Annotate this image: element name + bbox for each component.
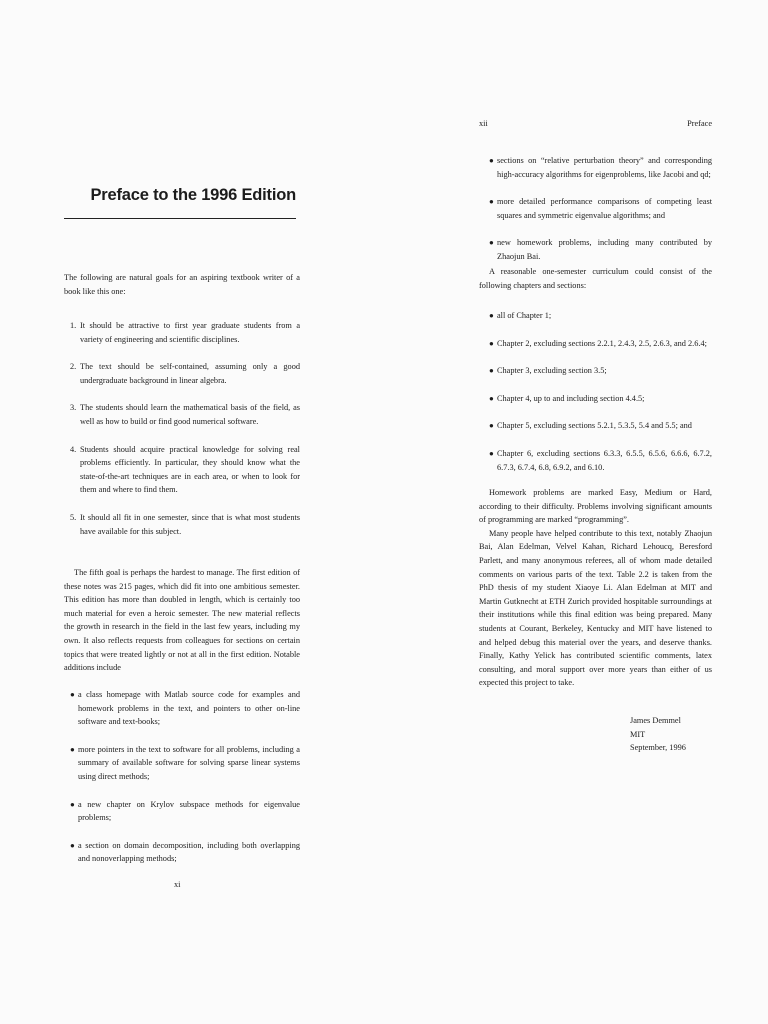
- signature-place: MIT: [630, 729, 646, 739]
- curriculum-intro-wrap: [479, 265, 712, 292]
- homework-paragraph: Homework problems are marked Easy, Medium or Hard, according to their difficulty. Problems involving significant amounts of programming are marked “programming”.: [479, 488, 712, 525]
- curriculum-intro: A reasonable one-semester curriculum could consist of the following chapters and sections:: [479, 267, 712, 290]
- list-item: ● Chapter 5, excluding sections 5.2.1, 5.3.5, 5.4 and 5.5; and: [489, 421, 692, 431]
- running-page-number: xii: [479, 119, 488, 128]
- list-item: ● Chapter 6, excluding sections 6.3.3, 6.5.5, 6.5.6, 6.6.6, 6.7.2, 6.7.3, 6.7.4, 6.8, 6.9.2, and 6.10.: [489, 448, 712, 472]
- list-item: ● Chapter 3, excluding section 3.5;: [489, 366, 607, 376]
- list-item: ● all of Chapter 1;: [489, 311, 552, 320]
- curriculum-list-wrap: [483, 309, 712, 474]
- body-paragraph-wrap: [64, 566, 300, 675]
- list-item: ● Chapter 2, excluding sections 2.2.1, 2.4.3, 2.5, 2.6.3, and 2.6.4;: [489, 338, 707, 348]
- list-item: ● a new chapter on Krylov subspace methods for eigenvalue problems;: [70, 799, 300, 823]
- goal-item: 3. The students should learn the mathematical basis of the field, as well as how to build or find good numerical software.: [70, 403, 300, 426]
- goals-list: [64, 319, 300, 538]
- page-number-left: xi: [174, 880, 181, 889]
- list-item: ● sections on “relative perturbation theory” and corresponding high-accuracy algorithms for eigenproblems, like Jacobi and qd;: [489, 156, 712, 179]
- additions-cont-wrap: [483, 154, 712, 264]
- list-item: ● a section on domain decomposition, including both overlapping and nonoverlapping methods;: [70, 840, 300, 864]
- additions-cont-list: [483, 154, 712, 264]
- list-item: ● more pointers in the text to software for all problems, including a summary of available software for solving sparse linear systems using direct methods;: [70, 744, 300, 781]
- title-rule: [64, 218, 296, 219]
- list-item: ● a class homepage with Matlab source code for examples and homework problems in the text, and pointers to other on-line software and text-books;: [70, 690, 300, 727]
- curriculum-list: [483, 309, 712, 474]
- page-title: Preface to the 1996 Edition: [90, 186, 296, 204]
- goal-item: 1. It should be attractive to first year graduate students from a variety of engineering and scientific disciplines.: [70, 321, 300, 344]
- running-title: Preface: [687, 119, 712, 128]
- homework-wrap: [479, 486, 712, 690]
- goals-list-wrap: [64, 319, 300, 538]
- goal-item: 4. Students should acquire practical knowledge for solving real problems efficiently. In particular, they should know what the state-of-the-art techniques are in each area, or when to look for them and where to find them.: [70, 444, 300, 495]
- left-page-body: [64, 271, 300, 298]
- signature-date: September, 1996: [630, 743, 686, 753]
- goal-item: 5. It should all fit in one semester, since that is what most students have available for this subject.: [70, 512, 300, 536]
- list-item: ● new homework problems, including many contributed by Zhaojun Bai.: [489, 238, 712, 261]
- additions-list: [64, 688, 300, 866]
- body-paragraph: The fifth goal is perhaps the hardest to manage. The first edition of these notes was 215 pages, which did fit into one ambitious semester. This edition has more than doubled in length, which is certainly too much material for even a heroic semester. The new material reflects the growth in research in the field in the last few years, including my own. It also reflects requests from colleagues for sections on certain topics that were treated lightly or not at all in the first edition. Notable additions include: [64, 568, 300, 673]
- list-item: ● more detailed performance comparisons of competing least squares and symmetric eigenvalue algorithms; and: [489, 197, 712, 220]
- additions-list-wrap: [64, 688, 300, 866]
- signature-name: James Demmel: [630, 716, 681, 725]
- thanks-paragraph: Many people have helped contribute to this text, notably Zhaojun Bai, Alan Edelman, Velvel Kahan, Richard Lehoucq, Beresford Parlett, and many anonymous referees, all of whom made detailed comments on various parts of the text. Table 2.2 is taken from the PhD thesis of my student Xiaoye Li. Alan Edelman at MIT and Martin Gutknecht at ETH Zurich provided hospitable surroundings at their institutions while this final edition was being prepared. Many students at Courant, Berkeley, Kentucky and MIT have listened to and helped debug this material over the years, and deserve thanks. Finally, Kathy Yelick has contributed scientific comments, latex consulting, and moral support over more years than either of us expected this project to take.: [479, 528, 712, 688]
- signature-block: [630, 714, 720, 755]
- goal-item: 2. The text should be self-contained, assuming only a good undergraduate background in linear algebra.: [70, 362, 300, 385]
- list-item: ● Chapter 4, up to and including section 4.4.5;: [489, 393, 645, 403]
- intro-paragraph: The following are natural goals for an aspiring textbook writer of a book like this one:: [64, 273, 300, 296]
